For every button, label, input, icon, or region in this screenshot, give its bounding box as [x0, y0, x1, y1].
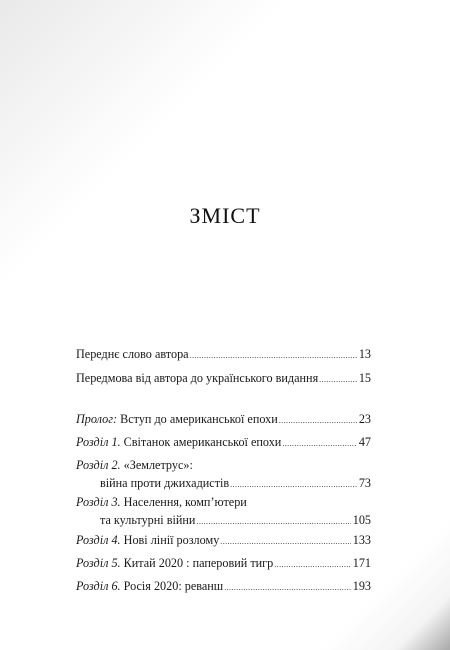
toc-entry-label: Розділ 3. [76, 495, 121, 509]
toc-page-number: 15 [358, 371, 371, 385]
toc-entry-title: Вступ до американської епохи [120, 412, 278, 426]
toc-page-number: 23 [358, 412, 371, 426]
toc-entry-label: Розділ 6. [76, 579, 121, 593]
dot-leader [230, 477, 357, 493]
dot-leader [282, 436, 356, 452]
toc-entry-chapter-1 [76, 434, 371, 450]
toc-entry-label: Розділ 4. [76, 533, 121, 547]
toc-entry-foreword [76, 346, 371, 362]
toc-page-number: 171 [352, 556, 371, 570]
toc-page-number: 105 [352, 513, 371, 527]
toc-entry-chapter-4 [76, 532, 371, 548]
toc-entry-title: Передмова від автора до українського видання [76, 371, 319, 385]
toc-page-number: 13 [358, 347, 371, 361]
toc-page-number: 193 [352, 579, 371, 593]
dot-leader [196, 514, 350, 530]
toc-entry-title-continued: війна проти джихадистів [100, 476, 230, 490]
toc-entry-title: Нові лінії розлому [123, 533, 220, 547]
toc-entry-prologue [76, 411, 371, 427]
toc-entry-label: Розділ 5. [76, 556, 121, 570]
toc-entry-chapter-6 [76, 578, 371, 594]
toc-entry-title: Населення, комп’ютери [123, 495, 247, 509]
dot-leader [224, 580, 351, 596]
toc-page-number: 133 [352, 533, 371, 547]
page-title: ЗМІСТ [189, 203, 261, 228]
toc-entry-title-continued: та культурні війни [100, 513, 196, 527]
dot-leader [274, 557, 350, 573]
toc-entry-label: Розділ 2. [76, 458, 121, 472]
toc-entry-preface-ukrainian [76, 370, 371, 386]
toc-page-number: 47 [358, 435, 371, 449]
toc-entry-title: Китай 2020 : паперовий тигр [123, 556, 274, 570]
toc-entry-chapter-3 [76, 494, 371, 530]
toc-entry-chapter-5 [76, 555, 371, 571]
toc-entry-title: «Землетрус»: [123, 458, 193, 472]
toc-entry-label: Розділ 1. [76, 435, 121, 449]
dot-leader [190, 348, 357, 364]
toc-entry-label: Пролог: [76, 412, 118, 426]
toc-entry-title: Росія 2020: реванш [123, 579, 224, 593]
toc-page-number: 73 [358, 476, 371, 490]
dot-leader [319, 372, 357, 388]
dot-leader [220, 534, 350, 550]
toc-entry-chapter-2 [76, 457, 371, 493]
toc-entry-title: Світанок американської епохи [123, 435, 282, 449]
dot-leader [279, 413, 357, 429]
toc-entry-title: Переднє слово автора [76, 347, 189, 361]
